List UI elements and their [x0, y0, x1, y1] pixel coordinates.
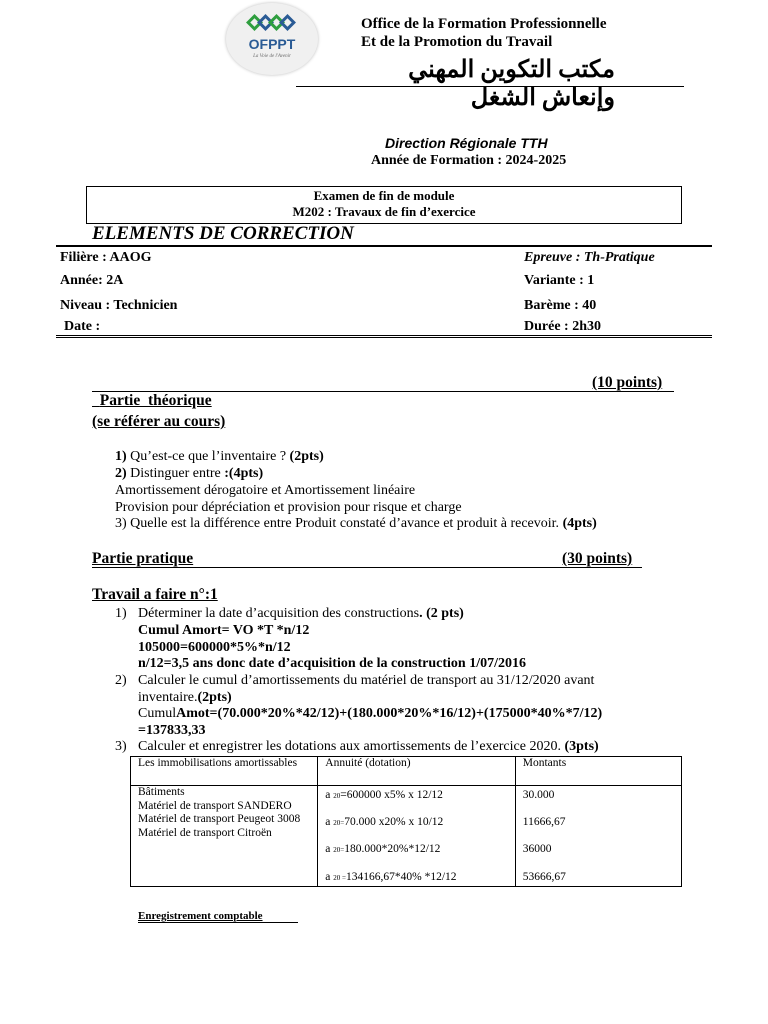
table-item: Matériel de transport SANDERO	[138, 799, 292, 812]
filiere: Filière : AAOG	[60, 250, 152, 265]
bareme: Barème : 40	[524, 298, 597, 313]
annuite-item: a 20=70.000 x20% x 10/12	[325, 816, 444, 828]
exam-line-1: Examen de fin de module	[313, 188, 455, 203]
task-1-number: 1)	[115, 606, 127, 621]
office-line-1: Office de la Formation Professionnelle	[361, 16, 607, 32]
training-year: Année de Formation : 2024-2025	[371, 153, 567, 168]
task-2-text: inventaire.	[138, 690, 198, 705]
task-2-answer-formula: Amot=(70.000*20%*42/12)+(180.000*20%*16/12)+(175000*40%*7/12)	[176, 706, 603, 721]
q1-number: 1)	[115, 449, 127, 464]
task-1-text: Déterminer la date d’acquisition des constructions	[138, 606, 420, 621]
montants-cell	[515, 786, 681, 887]
ofppt-logo	[226, 3, 318, 75]
montant-item: 11666,67	[522, 816, 566, 828]
montant-item: 30.000	[522, 789, 555, 801]
task-1	[138, 606, 464, 623]
exam-box	[86, 186, 682, 224]
practice-title: Partie pratique	[92, 550, 194, 567]
ofppt-logo-icon	[246, 13, 298, 35]
variante: Variante : 1	[524, 273, 595, 288]
practice-underline	[92, 567, 642, 568]
theory-question-3	[115, 516, 597, 533]
theory-heading	[92, 374, 674, 410]
task-2-points: (2pts)	[197, 690, 232, 705]
task-1-answer-2: 105000=600000*5%*n/12	[138, 640, 291, 655]
date-label: Date :	[64, 319, 101, 334]
table-header-cell: Les immobilisations amortissables	[131, 757, 318, 786]
direction-title: Direction Régionale TTH	[385, 135, 548, 151]
info-divider-1	[56, 335, 712, 336]
task-3-number: 3)	[115, 739, 127, 754]
task-3-text: Calculer et enregistrer les dotations aux amortissements de l’exercice 2020.	[138, 739, 565, 754]
montant-item: 53666,67	[522, 871, 566, 883]
task-2-number: 2)	[115, 673, 127, 688]
immobilisations-cell	[131, 786, 318, 887]
task-3-points: (3pts)	[564, 739, 599, 754]
task-2-answer-prefix: Cumul	[138, 706, 177, 721]
duree: Durée : 2h30	[524, 319, 601, 334]
q2-points: :(4pts)	[224, 466, 264, 481]
table-header-row	[131, 757, 682, 786]
annuite-item: a 20=600000 x5% x 12/12	[325, 789, 443, 801]
task-1-answer-1: Cumul Amort= VO *T *n/12	[138, 623, 310, 638]
task-heading: Travail a faire n°:1	[92, 586, 218, 603]
table-header-cell: Annuité (dotation)	[318, 757, 515, 786]
info-divider-2	[56, 337, 712, 338]
epreuve: Epreuve : Th-Pratique	[524, 250, 655, 265]
enregistrement-heading: Enregistrement comptable	[138, 910, 263, 922]
annuite-item: a 20=180.000*20%*12/12	[325, 843, 441, 855]
q2-text: Distinguer entre	[126, 466, 225, 481]
theory-points: (10 points)	[592, 374, 663, 391]
task-2-answer-1	[138, 706, 602, 723]
montant-item: 36000	[522, 843, 552, 855]
correction-title: ELEMENTS DE CORRECTION	[92, 223, 354, 244]
annuites-cell	[318, 786, 515, 887]
table-item: Matériel de transport Citroën	[138, 826, 272, 839]
practice-points: (30 points)	[562, 550, 633, 567]
enregistrement-underline	[138, 922, 298, 923]
annuite-item: a 20 =134166,67*40% *12/12	[325, 871, 457, 883]
theory-reference: (se référer au cours)	[92, 413, 226, 430]
q1-text: Qu’est-ce que l’inventaire ?	[126, 449, 290, 464]
q2-line-2: Provision pour dépréciation et provision pour risque et charge	[115, 500, 462, 515]
table-item: Matériel de transport Peugeot 3008	[138, 813, 301, 825]
task-1-answer-3: n/12=3,5 ans donc date d’acquisition de la construction 1/07/2016	[138, 656, 526, 671]
q2-line-1: Amortissement dérogatoire et Amortissement linéaire	[115, 483, 416, 498]
annee-label: Année: 2A	[60, 273, 124, 288]
amortization-table	[130, 756, 682, 887]
table-header-cell: Montants	[515, 757, 681, 786]
theory-underline	[92, 391, 674, 392]
office-line-2: Et de la Promotion du Travail	[361, 34, 553, 50]
q3-points: (4pts)	[562, 516, 597, 531]
task-1-points: . (2 pts)	[419, 606, 464, 621]
q2-number: 2)	[115, 466, 127, 481]
table-row	[131, 786, 682, 887]
q1-points: (2pts)	[289, 449, 324, 464]
exam-line-2: M202 : Travaux de fin d’exercice	[292, 204, 476, 219]
q3-text: 3) Quelle est la différence entre Produit constaté d’avance et produit à recevoir.	[115, 516, 563, 531]
table-item: Bâtiments	[138, 786, 185, 798]
task-2-line-1: Calculer le cumul d’amortissements du matériel de transport au 31/12/2020 avant	[138, 673, 595, 688]
office-name	[361, 15, 607, 51]
logo-text: OFPPT	[248, 36, 296, 52]
office-name-arabic: مكتب التكوين المهني وإنعاش الشغل	[408, 57, 615, 111]
task-2-answer-2: =137833,33	[138, 723, 206, 738]
logo-tagline: La Voie de l'Avenir	[253, 54, 291, 59]
title-divider	[56, 245, 712, 247]
theory-question-2	[115, 466, 263, 483]
theory-question-1	[115, 449, 324, 466]
task-2-line-2	[138, 690, 232, 707]
task-3	[138, 739, 599, 756]
header-divider	[296, 86, 684, 87]
niveau: Niveau : Technicien	[60, 298, 178, 313]
theory-title: Partie théorique	[99, 392, 212, 409]
